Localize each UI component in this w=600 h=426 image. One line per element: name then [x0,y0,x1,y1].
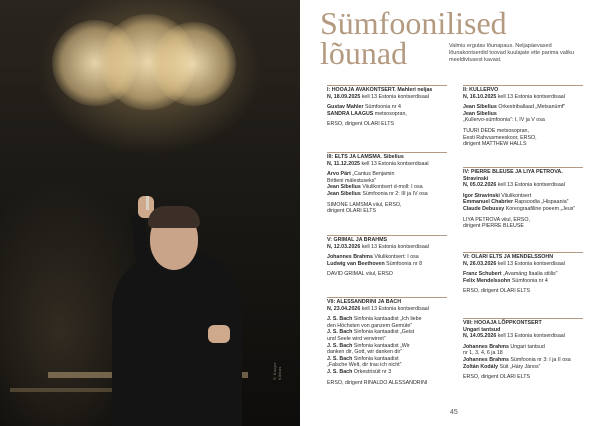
composer-name: Igor Stravinski [463,192,500,199]
work-title: Sinfonia kantaadist [352,355,399,362]
work-title: Britteni mälestuseks” [327,177,377,184]
section-divider [327,152,447,153]
work-title: Viiulikontsert: I osa [372,254,419,261]
program-line [463,111,588,118]
work-title: „Falsche Welt, dir trau ich nicht” [327,362,402,369]
program-line [327,261,452,268]
program-line [327,356,457,363]
composer-name: J. S. Bach [327,329,353,336]
concert-date [463,182,588,189]
concert-block [463,169,588,230]
performers-line: dirigent OLARI ELTS [327,208,377,215]
work-title: Sinfonia kantaadist „Geist [352,329,415,336]
performers-line: LIYA PETROVA viiul, ERSO, [463,216,530,223]
performers-line: TUURI DEDE metsosopran, [463,127,529,134]
work-title: danken dir, Gott, wir danken dir” [327,349,403,356]
performers-line: Eesti Rahvusmeeskoor, ERSO, [463,134,537,141]
program-line [463,193,588,200]
concert-heading: VII: ALESSANDRINI JA BACH [327,299,402,305]
composer-name: Johannes Brahms [463,356,509,363]
program-line [463,350,588,357]
concert-date-value: N, 18.09.2025 [327,93,361,100]
composer-name: J. S. Bach [327,368,353,375]
program-line [463,117,588,124]
concert-heading: IV: PIERRE BLEUSE JA LIYA PETROVA. Stravinski [463,169,563,182]
concert-heading: VIII: HOOAJA LÕPPKONTSERT [463,320,542,326]
concert-heading: II: KULLERVO [463,87,499,93]
title-line-2: lõunad [320,35,408,71]
concert-date-value: N, 23.04.2026 [327,305,361,312]
work-title: Sümfoonia nr 4 [510,277,548,284]
concert-venue: kell 13 Estonia kontserdisaal [360,160,429,167]
work-title: Orkestriballaad „Metsanümf” [496,104,566,111]
concert-date-value: N, 12.03.2026 [327,243,361,250]
work-title: Sinfonia kantaadist „Wir [352,342,410,349]
composer-name: Zoltán Kodály [463,363,499,370]
program-line [327,336,457,343]
concert-date [327,94,452,101]
concert-date [327,306,457,313]
composer-name: Johannes Brahms [463,343,509,350]
work-title: Ungari tantsud [508,343,545,350]
work-title: Sümfoonia nr 2: III ja IV osa [360,190,428,197]
concert-date-value: N, 11.12.2025 [327,160,360,167]
program-line [327,343,457,350]
composer-name: Claude Debussy [463,205,505,212]
concert-block [463,254,588,295]
composer-name: Franz Schubert [463,271,502,278]
program-line [463,104,588,111]
program-line [327,316,457,323]
composer-name: Emmanuel Chabrier [463,199,514,206]
concert-date [463,94,588,101]
section-divider [463,318,583,319]
composer-name: Ludwig van Beethoven [327,260,385,267]
work-title: metsosopran, [373,110,407,117]
composer-name: Jean Sibelius [463,104,497,111]
work-title: „Kullervo-sümfoonia”: I, IV ja V osa [463,117,545,124]
concert-date-value: N, 05.02.2026 [463,182,497,189]
program-line [463,344,588,351]
work-title: Sümfoonia nr 8 [384,260,423,267]
performers-line: ERSO, dirigent RINALDO ALESSANDRINI [327,379,428,386]
composer-name: Jean Sibelius [463,110,497,117]
work-title: Rapsoodia „Hispaania” [513,199,569,206]
composer-name: Jean Sibelius [327,190,361,197]
concert-subheading: Ungari tantsud [463,326,501,333]
section-divider [463,252,583,253]
work-title: Viiulikontsert [499,192,532,199]
composer-name: Felix Mendelssohn [463,277,511,284]
program-line [327,111,452,118]
program-line [327,178,452,185]
program-line [463,357,588,364]
section-divider [463,85,583,86]
concert-date-value: N, 14.05.2026 [463,333,497,340]
program-line [327,191,452,198]
concert-block [327,299,457,386]
section-divider [463,167,583,168]
intro-text: Valmiu ergutav lõunapaus. Neljapäevased lõunakontserdid toovad kuulajate ette parima valiku meeldivtusest kavast. [449,43,575,63]
concert-date [327,161,452,168]
concert-date [327,244,452,251]
concert-heading: III: ELTS JA LAMSMA. Sibelius [327,154,404,160]
photo-credit: © Kaupo Kikkas [272,362,282,380]
program-line [327,184,452,191]
work-title: Sümfoonia nr 4 [363,104,401,111]
concert-heading: VI: OLARI ELTS JA MENDELSSOHN [463,254,554,260]
work-title: „Cantus Benjamin [350,171,395,178]
bokeh-light [152,22,236,106]
program-line [463,278,588,285]
program-line [327,369,457,376]
composer-name: J. S. Bach [327,316,353,323]
performers-line: SIMONE LAMSMA viiul, ERSO, [327,201,402,208]
composer-name: Johannes Brahms [327,254,373,261]
title-line-1: Sümfoonilised [320,5,507,41]
work-title: Koreograafiline poeem „Jeux” [504,205,576,212]
concert-block [327,154,452,215]
work-title: Sinfonia kantaadist „Ich liebe [352,316,422,323]
concert-date-value: N, 16.10.2025 [463,93,497,100]
section-divider [327,297,447,298]
program-line [463,206,588,213]
concert-date [463,261,588,268]
concert-heading: I: HOOAJA AVAKONTSERT. Mahleri neljas [327,87,433,93]
composer-name: Arvo Pärt [327,171,351,178]
section-divider [327,235,447,236]
concert-venue: kell 13 Estonia kontserdisaal [360,305,429,312]
performers-line: dirigent MATTHEW HALLS [463,141,527,148]
program-line [463,199,588,206]
composer-name: J. S. Bach [327,342,353,349]
composer-name: J. S. Bach [327,355,353,362]
work-title: Süit „Háry János” [498,363,541,370]
concert-block [463,87,588,148]
performers-line: dirigent PIERRE BLEUSE [463,223,524,230]
concert-date-value: N, 26.03.2026 [463,260,497,267]
composer-name: SANDRA LAAGUS [327,110,374,117]
conductor-lower-hand [208,325,230,343]
work-title: nr 1, 3, 4, 6 ja 18 [463,350,503,357]
concert-block [327,237,452,278]
program-line [327,171,452,178]
section-divider [327,85,447,86]
program-line [327,329,457,336]
performers-line: DAVID GRIMAL viiul, ERSO [327,271,393,278]
program-line [463,364,588,371]
program-line [463,271,588,278]
program-line [327,254,452,261]
concert-block [463,320,588,381]
program-line [327,362,457,369]
concert-heading: V: GRIMAL JA BRAHMS [327,237,388,243]
concert-venue: kell 13 Estonia kontserdisaal [496,182,565,189]
concert-venue: kell 13 Estonia kontserdisaal [360,93,429,100]
composer-name: Jean Sibelius [327,184,361,191]
concert-block [327,87,452,128]
composer-name: Gustav Mahler [327,104,364,111]
performers-line: ERSO, dirigent OLARI ELTS [463,288,531,295]
conductor-hair [148,206,200,228]
performers-line: ERSO, dirigent OLARI ELTS [463,374,531,381]
concert-venue: kell 13 Estonia kontserdisaal [360,243,429,250]
work-title: und Seele wird verwirret” [327,335,386,342]
work-title: „Avamäng Itaalia stiilis” [501,271,558,278]
program-line [327,349,457,356]
concert-venue: kell 13 Estonia kontserdisaal [496,333,565,340]
baton [146,196,149,210]
program-line [327,323,457,330]
work-title: Sümfoonia nr 3: I ja II osa [508,356,571,363]
performers-line: ERSO, dirigent OLARI ELTS [327,121,395,128]
page-number: 45 [450,409,458,416]
program-line [327,104,452,111]
work-title: Viiulikontsert d-moll: I osa [360,184,423,191]
work-title: den Höchsten von ganzem Gemüte” [327,322,413,329]
concert-venue: kell 13 Estonia kontserdisaal [496,93,565,100]
work-title: Orkestrisüit nr 3 [352,368,392,375]
concert-date [463,333,588,340]
concert-venue: kell 13 Estonia kontserdisaal [496,260,565,267]
